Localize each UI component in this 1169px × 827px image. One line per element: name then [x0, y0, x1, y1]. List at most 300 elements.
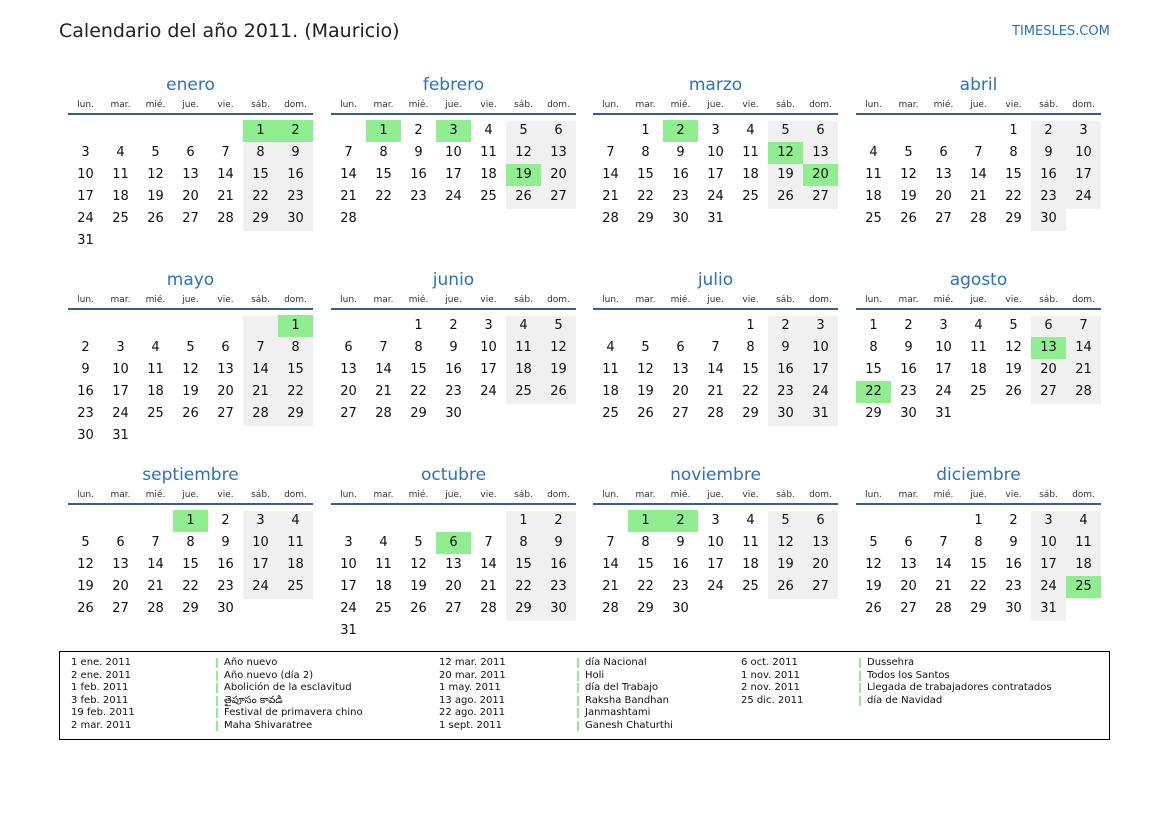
day-cell: 15: [637, 167, 654, 182]
day-cell: 18: [865, 189, 882, 204]
day-cell: 19: [777, 557, 794, 572]
weekday-label: jue.: [707, 100, 724, 110]
day-cell: 20: [672, 384, 689, 399]
day-cell: 2: [1009, 513, 1018, 528]
day-cell: 27: [812, 579, 829, 594]
day-cell: 3: [116, 340, 125, 355]
day-cell: 27: [112, 601, 129, 616]
day-cell: 29: [742, 406, 759, 421]
day-cell: 7: [151, 535, 160, 550]
day-cell: 10: [340, 557, 357, 572]
day-cell: 30: [1005, 601, 1022, 616]
weekday-label: mié.: [408, 490, 429, 500]
day-cell: 18: [742, 557, 759, 572]
month-name: mayo: [166, 270, 215, 290]
legend-holiday-name: Raksha Bandhan: [585, 694, 669, 706]
day-cell: 25: [970, 384, 987, 399]
weekday-label: mar.: [898, 100, 919, 110]
legend-holiday-marker: [577, 708, 579, 718]
day-cell: 3: [711, 123, 720, 138]
day-cell: 10: [812, 340, 829, 355]
holiday-legend: [59, 651, 1110, 740]
day-cell: 11: [742, 535, 759, 550]
day-cell: 14: [707, 362, 724, 377]
day-cell: 11: [480, 145, 497, 160]
weekday-label: dom.: [284, 100, 307, 110]
day-cell: 22: [252, 189, 269, 204]
weekday-label: jue.: [970, 295, 987, 305]
day-cell: 30: [287, 211, 304, 226]
day-cell: 8: [1009, 145, 1018, 160]
legend-holiday-marker: [216, 671, 218, 681]
day-cell: 28: [147, 601, 164, 616]
weekday-label: mar.: [110, 100, 131, 110]
day-cell: 10: [935, 340, 952, 355]
holiday-day-cell: 1: [366, 120, 401, 142]
day-cell: 22: [515, 579, 532, 594]
day-cell: 27: [182, 211, 199, 226]
day-cell: 6: [816, 123, 825, 138]
day-cell: 16: [217, 557, 234, 572]
day-cell: 10: [445, 145, 462, 160]
legend-date: 25 dic. 2011: [741, 694, 804, 706]
day-cell: 17: [480, 362, 497, 377]
day-cell: 7: [606, 145, 615, 160]
day-cell: 8: [519, 535, 528, 550]
weekday-label: dom.: [1072, 100, 1095, 110]
day-cell: 22: [287, 384, 304, 399]
day-cell: 20: [112, 579, 129, 594]
day-cell: 4: [746, 123, 755, 138]
day-cell: 26: [637, 406, 654, 421]
day-cell: 22: [637, 579, 654, 594]
brand-link[interactable]: TIMESLES.COM: [1012, 24, 1110, 39]
day-cell: 12: [900, 167, 917, 182]
weekday-label: lun.: [865, 295, 882, 305]
day-cell: 24: [935, 384, 952, 399]
day-cell: 15: [742, 362, 759, 377]
weekday-label: sáb.: [514, 295, 533, 305]
day-cell: 21: [970, 189, 987, 204]
weekday-label: mié.: [670, 295, 691, 305]
legend-holiday-name: día Nacional: [585, 657, 647, 668]
legend-date: 1 ene. 2011: [71, 657, 131, 668]
weekday-label: mar.: [635, 100, 656, 110]
day-cell: 28: [707, 406, 724, 421]
day-cell: 27: [340, 406, 357, 421]
day-cell: 16: [287, 167, 304, 182]
weekday-label: dom.: [547, 100, 570, 110]
month-name: septiembre: [142, 465, 239, 485]
weekday-label: sáb.: [1039, 295, 1058, 305]
day-cell: 14: [147, 557, 164, 572]
weekday-label: dom.: [547, 490, 570, 500]
day-cell: 6: [186, 145, 195, 160]
legend-date: 1 may. 2011: [439, 682, 501, 694]
day-cell: 21: [375, 384, 392, 399]
day-cell: 8: [256, 145, 265, 160]
day-cell: 2: [554, 513, 563, 528]
weekday-label: jue.: [182, 490, 199, 500]
day-cell: 18: [1075, 557, 1092, 572]
day-cell: 31: [112, 428, 129, 443]
day-cell: 21: [935, 579, 952, 594]
day-cell: 18: [147, 384, 164, 399]
day-cell: 4: [116, 145, 125, 160]
day-cell: 18: [602, 384, 619, 399]
day-cell: 25: [480, 189, 497, 204]
day-cell: 1: [519, 513, 528, 528]
day-cell: 26: [410, 601, 427, 616]
day-cell: 20: [550, 167, 567, 182]
day-cell: 3: [81, 145, 90, 160]
day-cell: 28: [375, 406, 392, 421]
day-cell: 15: [375, 167, 392, 182]
legend-holiday-name: Abolición de la esclavitud: [224, 682, 352, 694]
day-cell: 15: [1005, 167, 1022, 182]
holiday-day-cell: 1: [173, 510, 208, 532]
weekday-label: mar.: [373, 100, 394, 110]
day-cell: 30: [900, 406, 917, 421]
day-cell: 3: [344, 535, 353, 550]
legend-holiday-marker: [216, 683, 218, 693]
day-cell: 28: [217, 211, 234, 226]
day-cell: 21: [217, 189, 234, 204]
day-cell: 16: [550, 557, 567, 572]
day-cell: 21: [707, 384, 724, 399]
weekday-label: lun.: [602, 100, 619, 110]
day-cell: 13: [112, 557, 129, 572]
day-cell: 5: [554, 318, 563, 333]
day-cell: 16: [1040, 167, 1057, 182]
weekday-label: lun.: [865, 490, 882, 500]
holiday-day-cell: 1: [278, 315, 313, 337]
weekday-label: lun.: [340, 490, 357, 500]
day-cell: 4: [606, 340, 615, 355]
weekday-label: vie.: [217, 100, 234, 110]
month-agosto: [856, 270, 1101, 426]
day-cell: 29: [287, 406, 304, 421]
month-name: febrero: [422, 75, 485, 95]
legend-holiday-name: Maha Shivaratree: [224, 720, 313, 731]
legend-date: 13 ago. 2011: [439, 694, 506, 706]
day-cell: 9: [904, 340, 913, 355]
day-cell: 2: [81, 340, 90, 355]
day-cell: 7: [221, 145, 230, 160]
day-cell: 11: [515, 340, 532, 355]
day-cell: 26: [777, 579, 794, 594]
legend-date: 2 ene. 2011: [71, 669, 131, 681]
day-cell: 17: [935, 362, 952, 377]
day-cell: 13: [550, 145, 567, 160]
month-divider: [68, 113, 313, 115]
day-cell: 28: [252, 406, 269, 421]
weekday-label: lun.: [602, 490, 619, 500]
day-cell: 22: [1005, 189, 1022, 204]
day-cell: 1: [974, 513, 983, 528]
day-cell: 14: [935, 557, 952, 572]
weekday-label: jue.: [182, 295, 199, 305]
day-cell: 23: [672, 579, 689, 594]
day-cell: 3: [484, 318, 493, 333]
day-cell: 26: [77, 601, 94, 616]
day-cell: 25: [865, 211, 882, 226]
weekday-label: mié.: [933, 100, 954, 110]
weekday-label: sáb.: [251, 490, 270, 500]
legend-holiday-marker: [216, 708, 218, 718]
day-cell: 20: [1040, 362, 1057, 377]
day-cell: 23: [672, 189, 689, 204]
legend-date: 1 nov. 2011: [741, 669, 800, 681]
weekday-label: dom.: [284, 295, 307, 305]
weekday-label: mié.: [145, 100, 166, 110]
day-cell: 8: [186, 535, 195, 550]
day-cell: 6: [116, 535, 125, 550]
month-name: julio: [697, 270, 734, 290]
weekday-label: mié.: [670, 100, 691, 110]
day-cell: 28: [340, 211, 357, 226]
day-cell: 6: [676, 340, 685, 355]
weekday-label: dom.: [284, 490, 307, 500]
day-cell: 17: [707, 557, 724, 572]
day-cell: 23: [1040, 189, 1057, 204]
weekday-label: jue.: [707, 490, 724, 500]
day-cell: 18: [287, 557, 304, 572]
day-cell: 9: [221, 535, 230, 550]
day-cell: 18: [375, 579, 392, 594]
day-cell: 21: [340, 189, 357, 204]
day-cell: 5: [641, 340, 650, 355]
day-cell: 27: [935, 211, 952, 226]
day-cell: 5: [81, 535, 90, 550]
day-cell: 2: [449, 318, 458, 333]
day-cell: 12: [515, 145, 532, 160]
day-cell: 12: [1005, 340, 1022, 355]
day-cell: 18: [970, 362, 987, 377]
weekday-label: mar.: [110, 490, 131, 500]
day-cell: 17: [112, 384, 129, 399]
legend-date: 2 nov. 2011: [741, 682, 800, 694]
day-cell: 17: [707, 167, 724, 182]
month-divider: [856, 503, 1101, 505]
day-cell: 20: [340, 384, 357, 399]
day-cell: 20: [900, 579, 917, 594]
day-cell: 18: [112, 189, 129, 204]
day-cell: 13: [672, 362, 689, 377]
month-divider: [68, 503, 313, 505]
weekday-label: dom.: [809, 490, 832, 500]
day-cell: 8: [746, 340, 755, 355]
day-cell: 22: [182, 579, 199, 594]
day-cell: 4: [974, 318, 983, 333]
day-cell: 24: [707, 189, 724, 204]
day-cell: 10: [112, 362, 129, 377]
weekday-label: lun.: [77, 100, 94, 110]
day-cell: 25: [602, 406, 619, 421]
day-cell: 17: [340, 579, 357, 594]
month-marzo: [593, 75, 838, 231]
holiday-day-cell: 20: [803, 164, 838, 186]
day-cell: 3: [1079, 123, 1088, 138]
day-cell: 16: [672, 167, 689, 182]
day-cell: 23: [445, 384, 462, 399]
weekday-label: sáb.: [514, 490, 533, 500]
weekday-label: lun.: [865, 100, 882, 110]
weekday-label: vie.: [742, 295, 759, 305]
day-cell: 21: [602, 579, 619, 594]
day-cell: 9: [781, 340, 790, 355]
day-cell: 17: [812, 362, 829, 377]
day-cell: 12: [550, 340, 567, 355]
month-name: junio: [432, 270, 475, 290]
day-cell: 25: [742, 579, 759, 594]
day-cell: 16: [445, 362, 462, 377]
legend-holiday-name: Año nuevo: [224, 657, 278, 668]
weekday-label: dom.: [547, 295, 570, 305]
day-cell: 14: [217, 167, 234, 182]
weekday-label: lun.: [77, 295, 94, 305]
month-septiembre: [68, 465, 313, 621]
day-cell: 22: [970, 579, 987, 594]
day-cell: 5: [414, 535, 423, 550]
day-cell: 13: [935, 167, 952, 182]
day-cell: 22: [375, 189, 392, 204]
day-cell: 25: [515, 384, 532, 399]
day-cell: 9: [449, 340, 458, 355]
legend-holiday-name: Ganesh Chaturthi: [585, 720, 673, 731]
day-cell: 13: [812, 145, 829, 160]
day-cell: 24: [340, 601, 357, 616]
day-cell: 13: [900, 557, 917, 572]
legend-holiday-marker: [859, 671, 861, 681]
day-cell: 31: [340, 623, 357, 638]
day-cell: 27: [1040, 384, 1057, 399]
day-cell: 6: [904, 535, 913, 550]
weekday-label: vie.: [480, 100, 497, 110]
month-febrero: [331, 75, 576, 231]
weekday-label: mar.: [373, 490, 394, 500]
day-cell: 19: [410, 579, 427, 594]
weekday-label: vie.: [480, 490, 497, 500]
legend-holiday-marker: [859, 683, 861, 693]
day-cell: 24: [707, 579, 724, 594]
day-cell: 4: [1079, 513, 1088, 528]
day-cell: 5: [904, 145, 913, 160]
day-cell: 15: [637, 557, 654, 572]
day-cell: 19: [550, 362, 567, 377]
day-cell: 9: [676, 145, 685, 160]
day-cell: 9: [554, 535, 563, 550]
month-name: abril: [959, 75, 998, 95]
day-cell: 14: [1075, 340, 1092, 355]
weekday-label: jue.: [970, 490, 987, 500]
day-cell: 10: [480, 340, 497, 355]
legend-holiday-marker: [216, 721, 218, 731]
weekday-label: vie.: [480, 295, 497, 305]
weekday-label: lun.: [340, 100, 357, 110]
holiday-day-cell: 2: [278, 120, 313, 142]
weekday-label: jue.: [445, 100, 462, 110]
day-cell: 27: [445, 601, 462, 616]
day-cell: 14: [602, 557, 619, 572]
day-cell: 8: [869, 340, 878, 355]
day-cell: 29: [637, 601, 654, 616]
weekday-label: mar.: [110, 295, 131, 305]
weekday-label: jue.: [707, 295, 724, 305]
weekday-label: sáb.: [1039, 100, 1058, 110]
month-diciembre: [856, 465, 1101, 621]
day-cell: 14: [340, 167, 357, 182]
day-cell: 30: [777, 406, 794, 421]
legend-date: 22 ago. 2011: [439, 707, 506, 719]
legend-holiday-marker: [577, 658, 579, 668]
day-cell: 5: [1009, 318, 1018, 333]
day-cell: 20: [445, 579, 462, 594]
holiday-day-cell: 1: [628, 510, 663, 532]
day-cell: 12: [182, 362, 199, 377]
weekday-label: jue.: [182, 100, 199, 110]
day-cell: 10: [1040, 535, 1057, 550]
day-cell: 16: [1005, 557, 1022, 572]
month-divider: [856, 308, 1101, 310]
day-cell: 1: [414, 318, 423, 333]
legend-holiday-marker: [216, 696, 218, 706]
day-cell: 19: [777, 167, 794, 182]
day-cell: 16: [672, 557, 689, 572]
day-cell: 22: [742, 384, 759, 399]
day-cell: 7: [484, 535, 493, 550]
day-cell: 26: [182, 406, 199, 421]
weekday-label: mié.: [408, 295, 429, 305]
day-cell: 12: [637, 362, 654, 377]
day-cell: 5: [869, 535, 878, 550]
day-cell: 16: [777, 362, 794, 377]
day-cell: 30: [1040, 211, 1057, 226]
day-cell: 7: [1079, 318, 1088, 333]
day-cell: 15: [252, 167, 269, 182]
day-cell: 23: [1005, 579, 1022, 594]
day-cell: 17: [1075, 167, 1092, 182]
day-cell: 12: [777, 535, 794, 550]
day-cell: 26: [515, 189, 532, 204]
day-cell: 26: [900, 211, 917, 226]
day-cell: 13: [217, 362, 234, 377]
day-cell: 8: [641, 145, 650, 160]
weekday-label: dom.: [1072, 295, 1095, 305]
day-cell: 28: [480, 601, 497, 616]
day-cell: 30: [550, 601, 567, 616]
day-cell: 4: [291, 513, 300, 528]
day-cell: 9: [676, 535, 685, 550]
month-name: diciembre: [936, 465, 1021, 485]
day-cell: 19: [182, 384, 199, 399]
legend-holiday-name: Todos los Santos: [867, 669, 950, 681]
day-cell: 30: [217, 601, 234, 616]
day-cell: 4: [519, 318, 528, 333]
legend-holiday-marker: [577, 683, 579, 693]
day-cell: 21: [480, 579, 497, 594]
legend-holiday-marker: [859, 658, 861, 668]
weekday-label: mié.: [145, 490, 166, 500]
day-cell: 19: [77, 579, 94, 594]
month-junio: [331, 270, 576, 426]
weekday-label: dom.: [809, 100, 832, 110]
day-cell: 14: [252, 362, 269, 377]
day-cell: 26: [550, 384, 567, 399]
month-mayo: [68, 270, 313, 448]
weekday-label: vie.: [742, 100, 759, 110]
day-cell: 10: [707, 535, 724, 550]
